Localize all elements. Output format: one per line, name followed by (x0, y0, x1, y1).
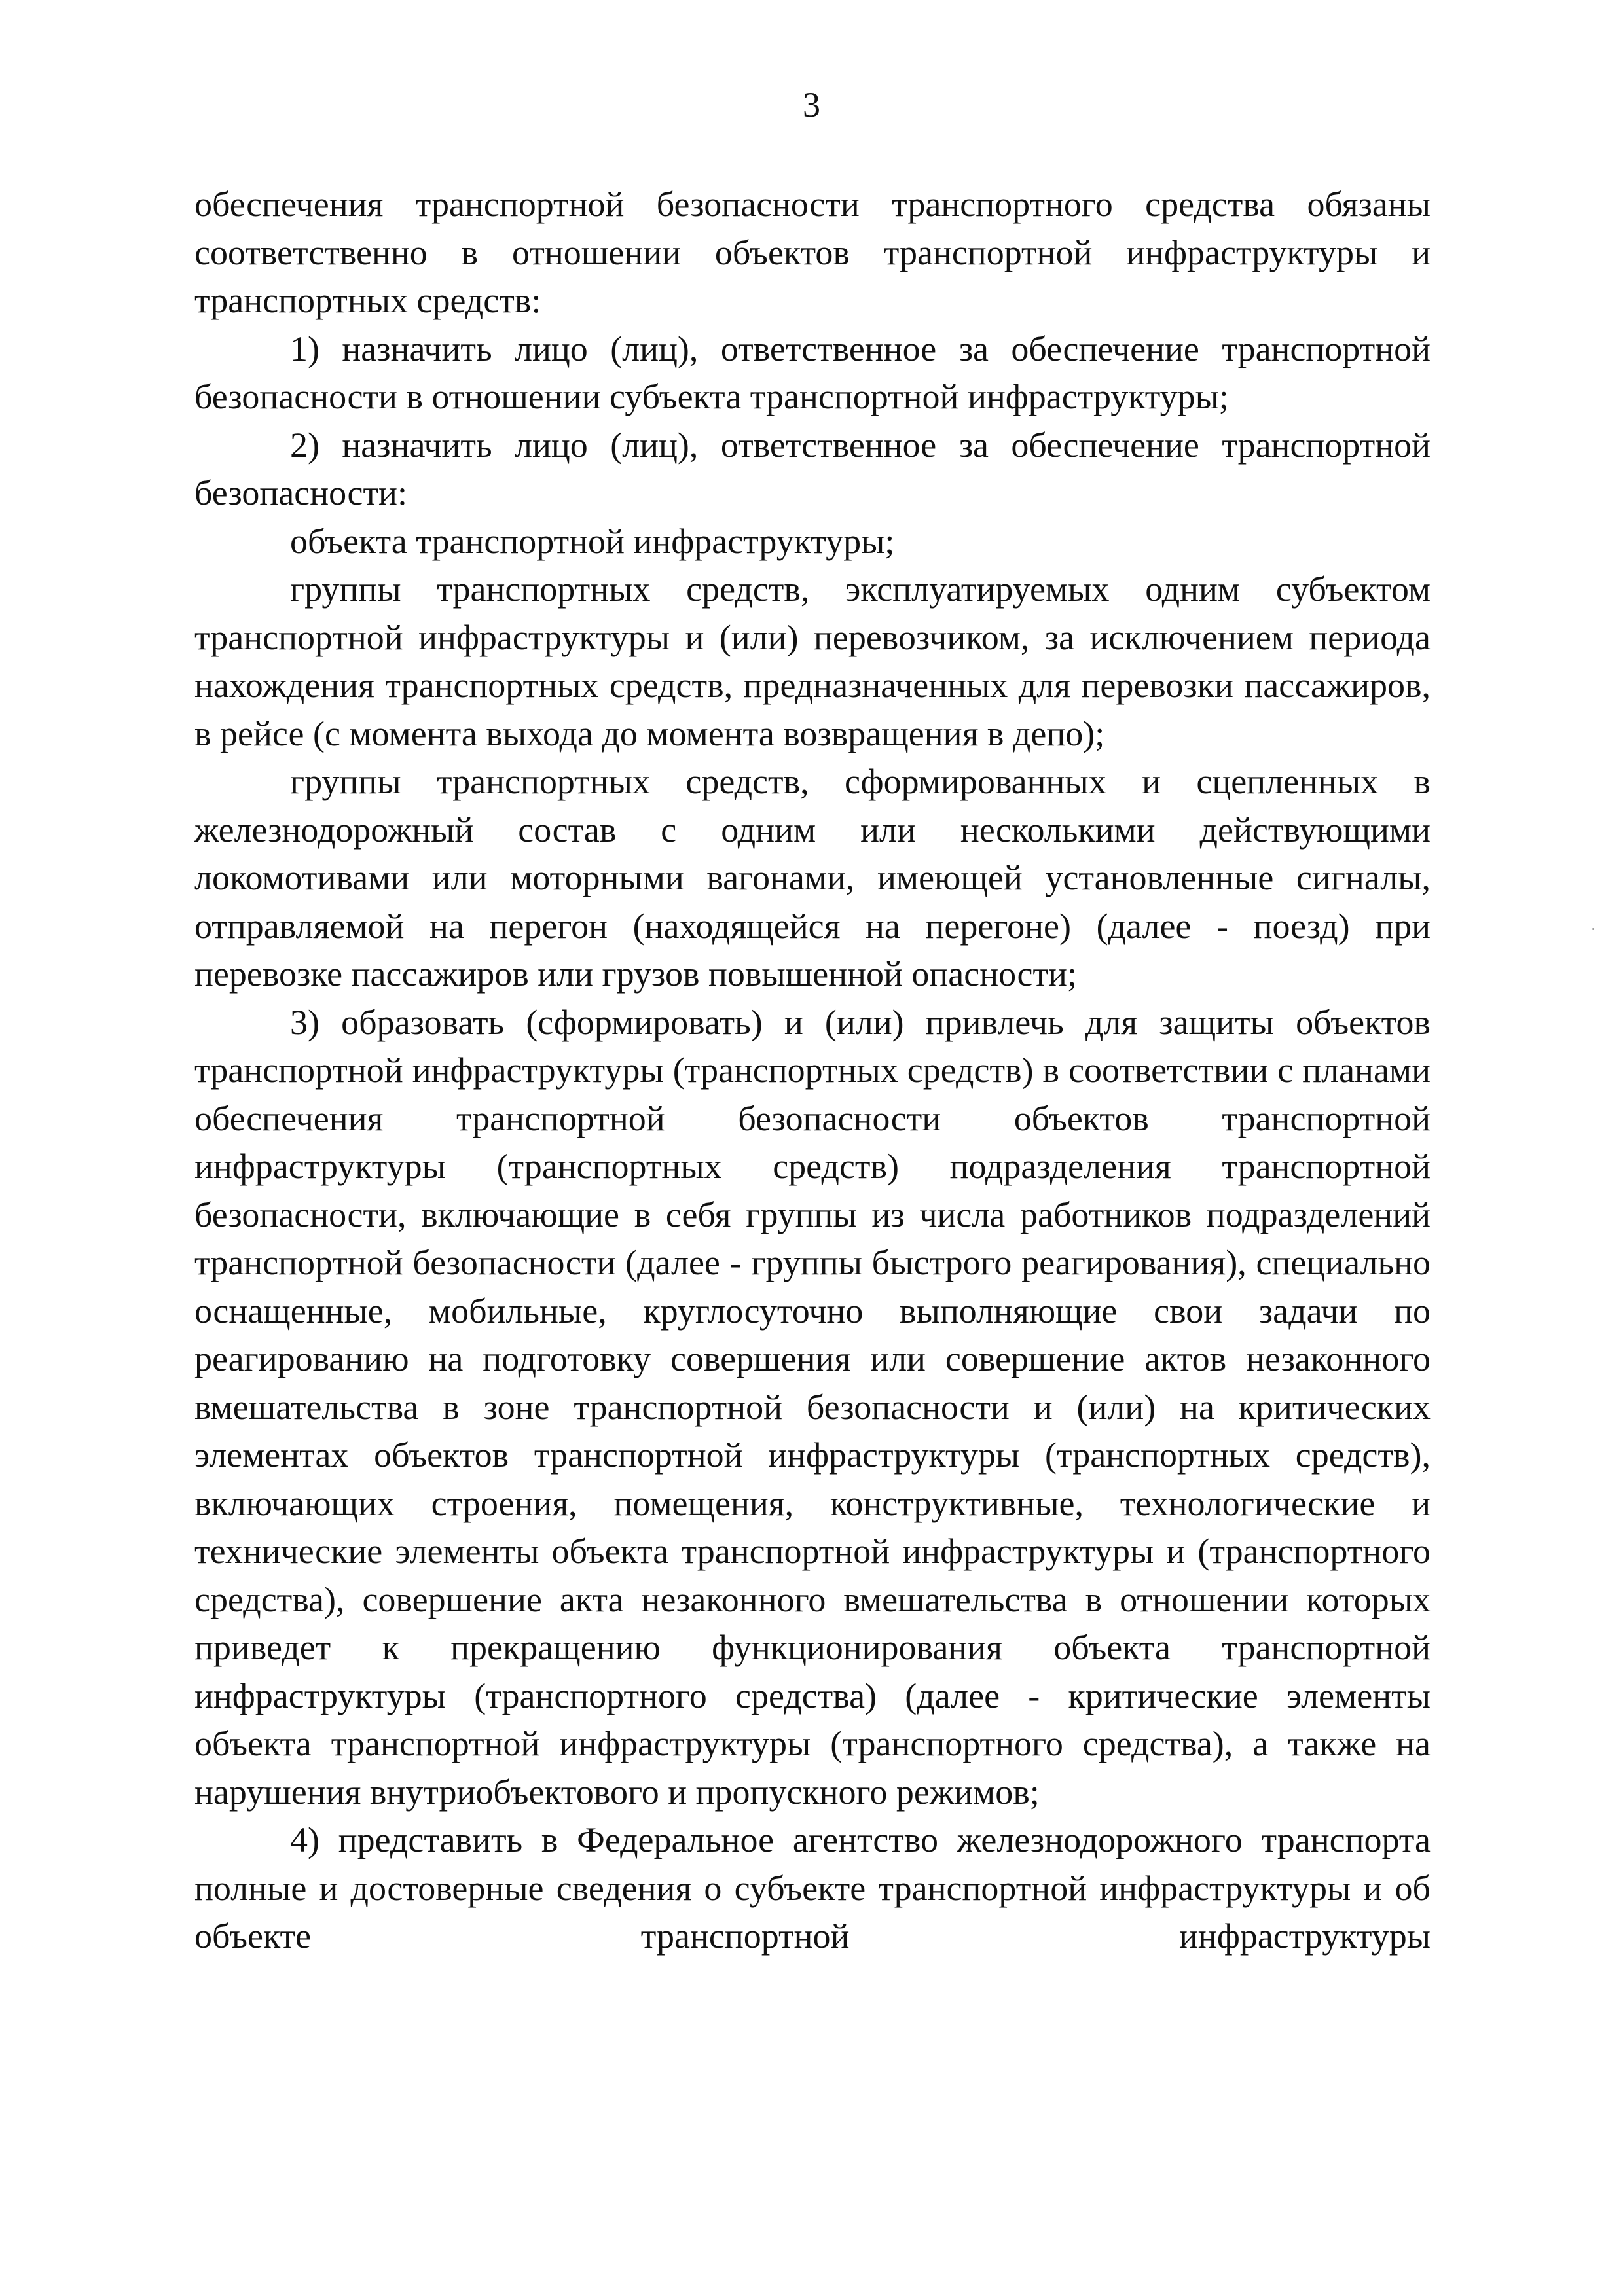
paragraph-subitem-vehicle-group: группы транспортных средств, эксплуатируемых одним субъектом транспортной инфраструктуры и (или) перевозчиком, за исключением периода нахождения транспортных средств, предназначенных для перевозки пассажиров, в рейсе (с момента выхода до момента возвращения в депо); (194, 569, 1431, 753)
paragraph-item-4: 4) представить в Федеральное агентство железнодорожного транспорта полные и достоверные сведения о субъекте транспортной инфраструктуры и об объекте транспортной инфраструктуры (194, 1820, 1431, 1956)
paragraph-item-2: 2) назначить лицо (лиц), ответственное за обеспечение транспортной безопасности: (194, 425, 1431, 512)
scan-speck (1592, 928, 1594, 930)
paragraph-continuation: обеспечения транспортной безопасности транспортного средства обязаны соответственно в отношении объектов транспортной инфраструктуры и транспортных средств: (194, 185, 1431, 320)
paragraph-item-1: 1) назначить лицо (лиц), ответственное за обеспечение транспортной безопасности в отношении субъекта транспортной инфраструктуры; (194, 329, 1431, 416)
page-number: 3 (803, 85, 820, 124)
document-body (194, 181, 1431, 1961)
paragraph-subitem-train: группы транспортных средств, сформированных и сцепленных в железнодорожный состав с одним или несколькими действующими локомотивами или моторными вагонами, имеющей установленные сигналы, отправляемой на перегон (находящейся на перегоне) (далее - поезд) при перевозке пассажиров или грузов повышенной опасности; (194, 762, 1431, 994)
paragraph-subitem-object: объекта транспортной инфраструктуры; (290, 521, 895, 561)
paragraph-item-3: 3) образовать (сформировать) и (или) привлечь для защиты объектов транспортной инфраструктуры (транспортных средств) в соответствии с планами обеспечения транспортной безопасности объектов транспортной инфраструктуры (транспортных средств) подразделения транспортной безопасности, включающие в себя группы из числа работников подразделений транспортной безопасности (далее - группы быстрого реагирования), специально оснащенные, мобильные, круглосуточно выполняющие свои задачи по реагированию на подготовку совершения или совершение актов незаконного вмешательства в зоне транспортной безопасности и (или) на критических элементах объектов транспортной инфраструктуры (транспортных средств), включающих строения, помещения, конструктивные, технологические и технические элементы объекта транспортной инфраструктуры и (транспортного средства), совершение акта незаконного вмешательства в отношении которых приведет к прекращению функционирования объекта транспортной инфраструктуры (транспортного средства) (далее - критические элементы объекта транспортной инфраструктуры (транспортного средства), а также на нарушения внутриобъектового и пропускного режимов; (194, 1002, 1431, 1812)
